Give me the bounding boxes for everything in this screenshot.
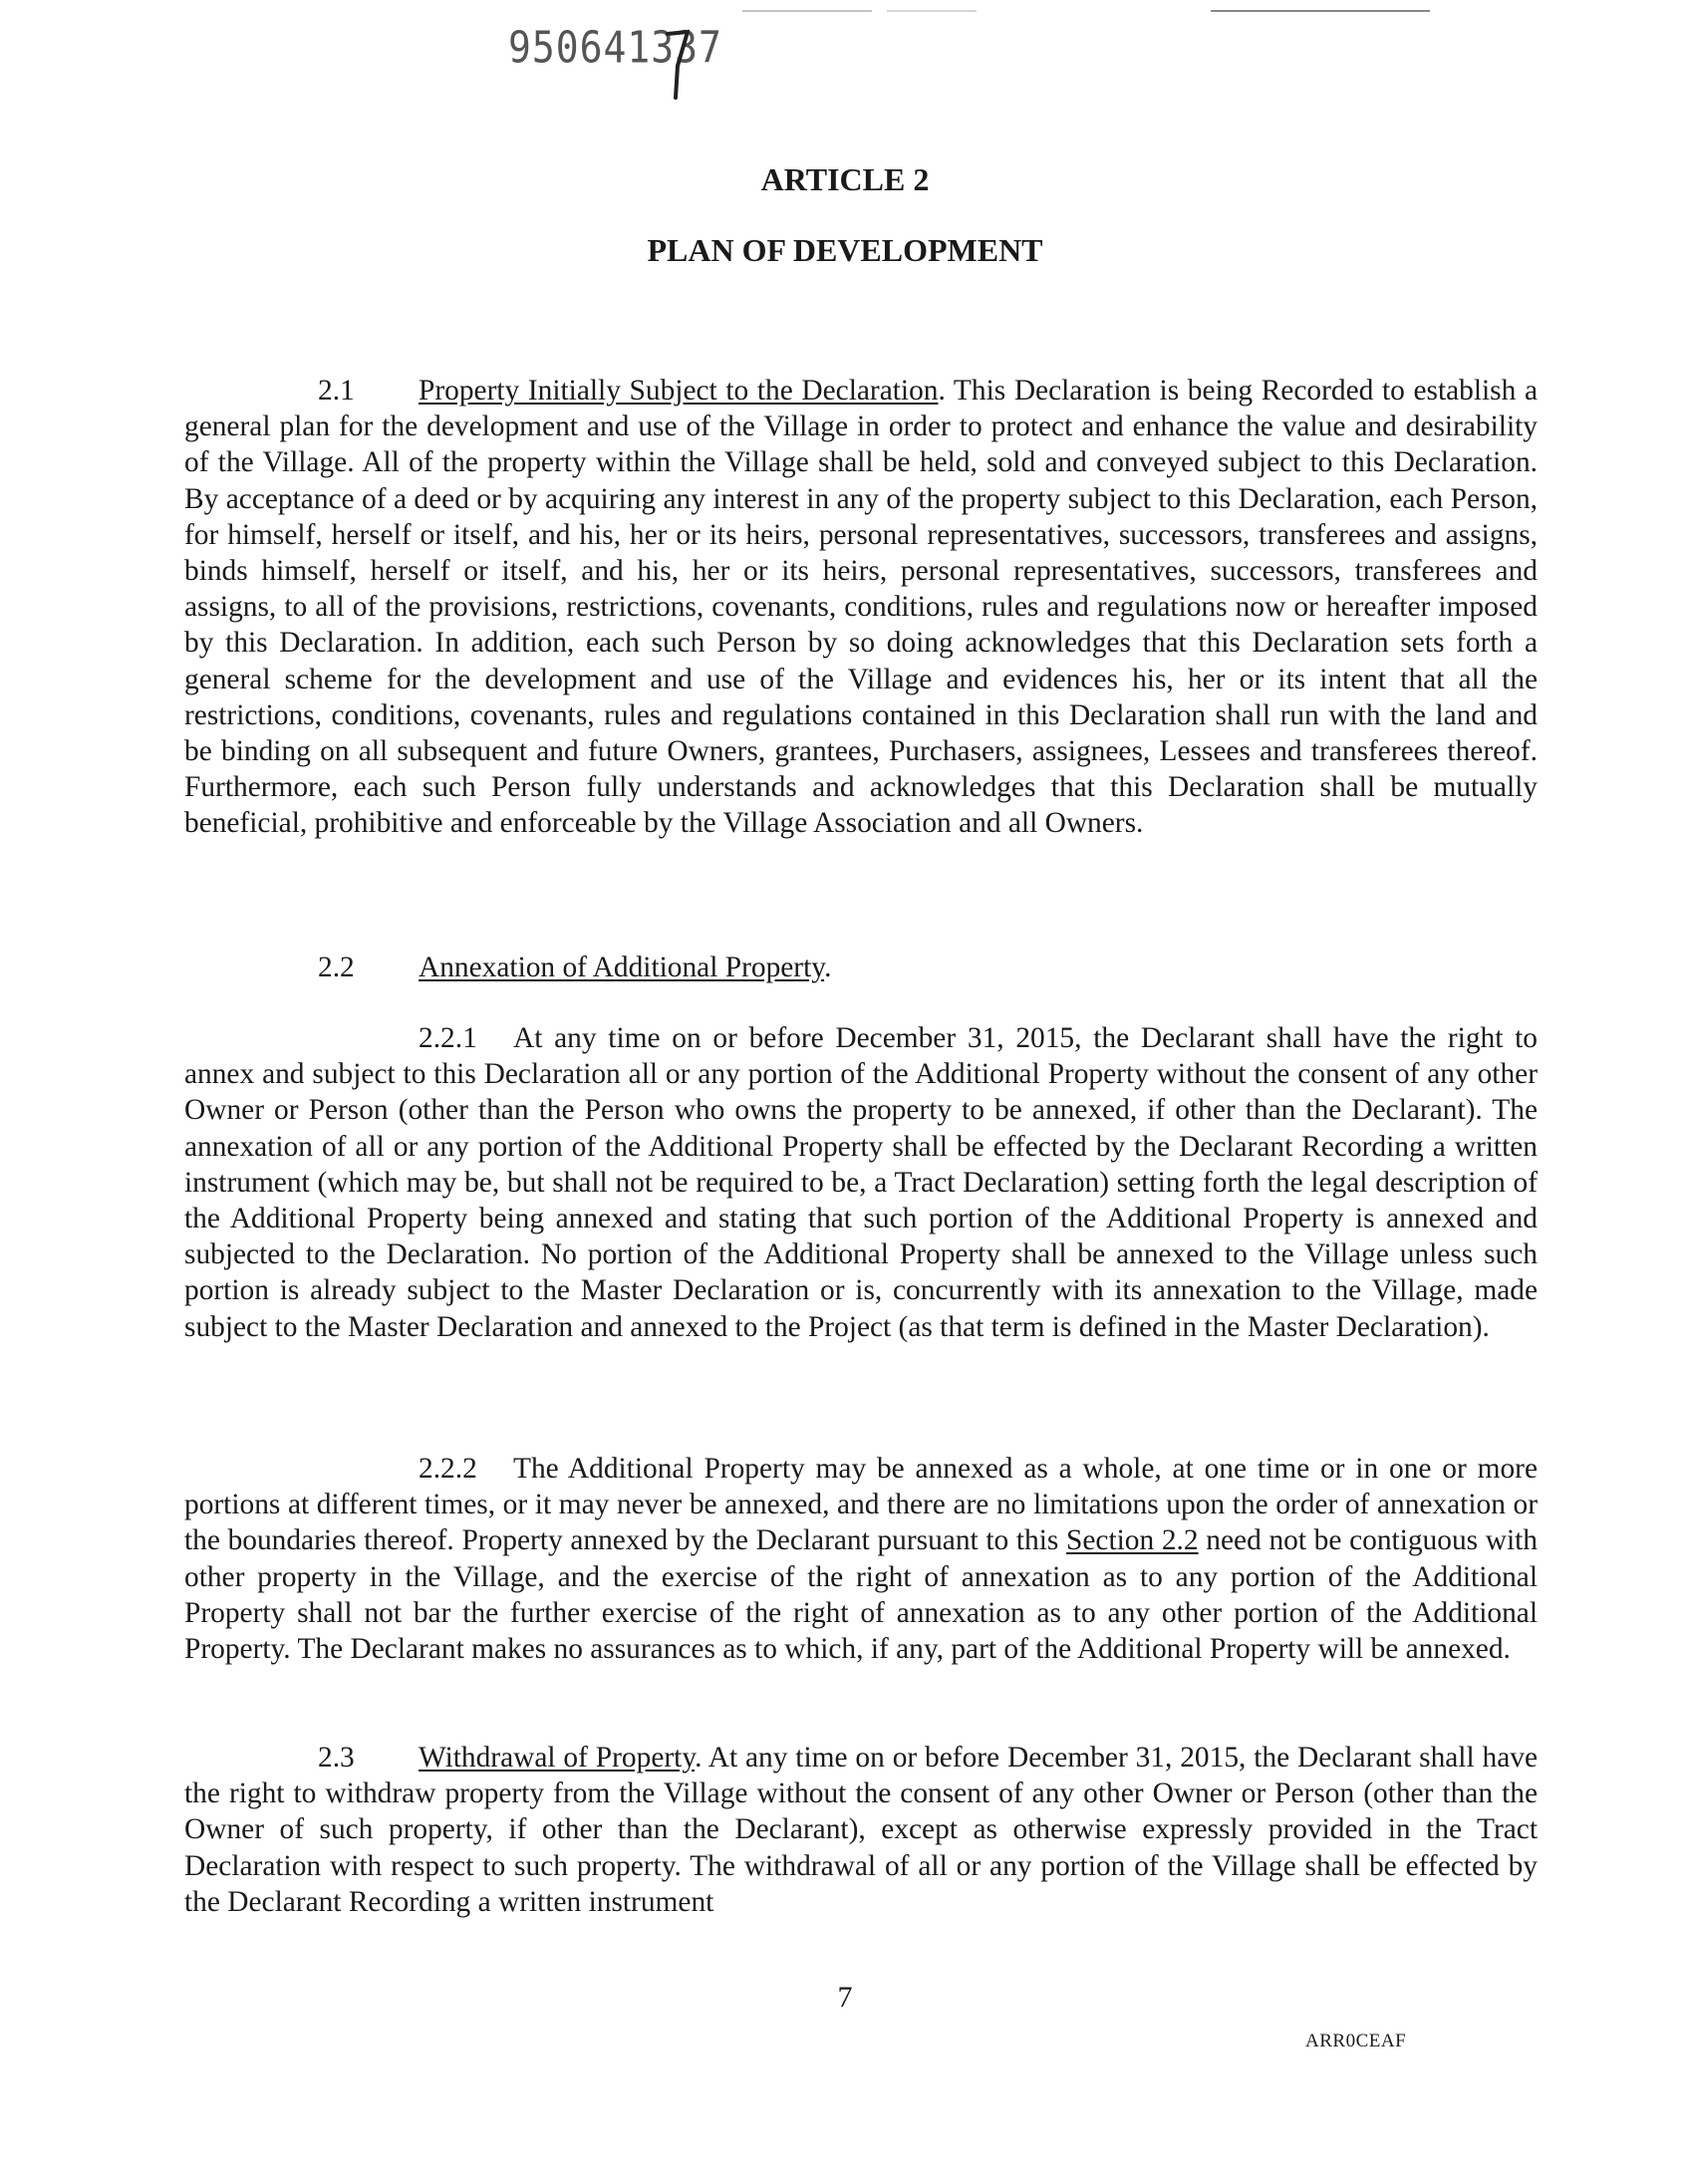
section-2-2-cross-reference: Section 2.2: [1066, 1524, 1199, 1557]
section-2-1-paragraph: [184, 373, 1538, 842]
section-2-2-2-text-b: need not be contiguous with other property in the Village, and the exercise of the right of annexation as to any portion of the Additional Property shall not bar the further exercise of the right of annexation as to any other portion of the Additional Property. The Declarant makes no assurances as to which, if any, part of the Additional Property will be annexed.: [184, 1524, 1538, 1666]
section-2-2-heading: Annexation of Additional Property: [419, 952, 825, 983]
section-2-1-text: . This Declaration is being Recorded to establish a general plan for the development and use of the Village in order to protect and enhance the value and desirability of the Village. All of the property within the Village shall be held, sold and conveyed subject to this Declaration. By acceptance of a deed or by acquiring any interest in any of the property subject to this Declaration, each Person, for himself, herself or itself, and his, her or its heirs, personal representatives, successors, transferees and assigns, binds himself, herself or itself, and his, her or its heirs, personal representatives, successors, transferees and assigns, to all of the provisions, restrictions, covenants, conditions, rules and regulations now or hereafter imposed by this Declaration. In addition, each such Person by so doing acknowledges that this Declaration sets forth a general scheme for the development and use of the Village and evidences his, her or its intent that all the restrictions, conditions, covenants, rules and regulations contained in this Declaration shall run with the land and be binding on all subsequent and future Owners, grantees, Purchasers, assignees, Lessees and transferees thereof. Furthermore, each such Person fully understands and acknowledges that this Declaration shall be mutually beneficial, prohibitive and enforceable by the Village Association and all Owners.: [184, 375, 1538, 840]
section-2-3-paragraph: [184, 1740, 1538, 1920]
section-2-3-number: 2.3: [318, 1742, 355, 1774]
article-title: PLAN OF DEVELOPMENT: [647, 232, 1043, 268]
section-2-2-2-text-a: The Additional Property may be annexed as a whole, at one time or in one or more portions at different times, or it may never be annexed, and there are no limitations upon the order of annexation or the boundaries thereof. Property annexed by the Declarant pursuant to this: [184, 1453, 1538, 1557]
stamp-handwritten-mark: [666, 26, 690, 100]
document-code: ARR0CEAF: [1305, 2031, 1407, 2051]
section-2-2-paragraph: [184, 950, 1538, 985]
section-2-2-1-paragraph: [184, 1020, 1538, 1345]
page-number: 7: [837, 1981, 853, 2014]
section-2-2-2-number: 2.2.2: [419, 1453, 477, 1485]
section-2-2-1-number: 2.2.1: [419, 1022, 477, 1054]
article-number: ARTICLE 2: [760, 161, 930, 197]
section-2-2-2-paragraph: [184, 1451, 1538, 1667]
section-2-2-number: 2.2: [318, 952, 355, 983]
scan-artifact-right: [1211, 10, 1430, 12]
scan-artifact-mid: [887, 10, 977, 12]
section-2-2-1-text: At any time on or before December 31, 2015, the Declarant shall have the right to annex and subject to this Declaration all or any portion of the Additional Property without the consent of any other Owner or Person (other than the Person who owns the property to be annexed, if other than the Declarant). The annexation of all or any portion of the Additional Property shall be effected by the Declarant Recording a written instrument (which may be, but shall not be required to be, a Tract Declaration) setting forth the legal description of the Additional Property being annexed and stating that such portion of the Additional Property is annexed and subjected to the Declaration. No portion of the Additional Property shall be annexed to the Village unless such portion is already subject to the Master Declaration or is, concurrently with its annexation to the Village, made subject to the Master Declaration and annexed to the Project (as that term is defined in the Master Declaration).: [184, 1022, 1538, 1343]
recording-stamp-number: 950641337: [508, 22, 722, 73]
section-2-3-text: . At any time on or before December 31, 2015, the Declarant shall have the right to withdraw property from the Village without the consent of any other Owner or Person (other than the Owner of such property, if other than the Declarant), except as otherwise expressly provided in the Tract Declaration with respect to such property. The withdrawal of all or any portion of the Village shall be effected by the Declarant Recording a written instrument: [184, 1742, 1538, 1918]
section-2-3-heading: Withdrawal of Property: [419, 1742, 696, 1774]
section-2-1-number: 2.1: [318, 375, 355, 407]
scan-artifact-left: [742, 10, 872, 12]
section-2-1-heading: Property Initially Subject to the Declaration: [419, 375, 939, 407]
section-2-2-heading-period: .: [824, 952, 832, 983]
